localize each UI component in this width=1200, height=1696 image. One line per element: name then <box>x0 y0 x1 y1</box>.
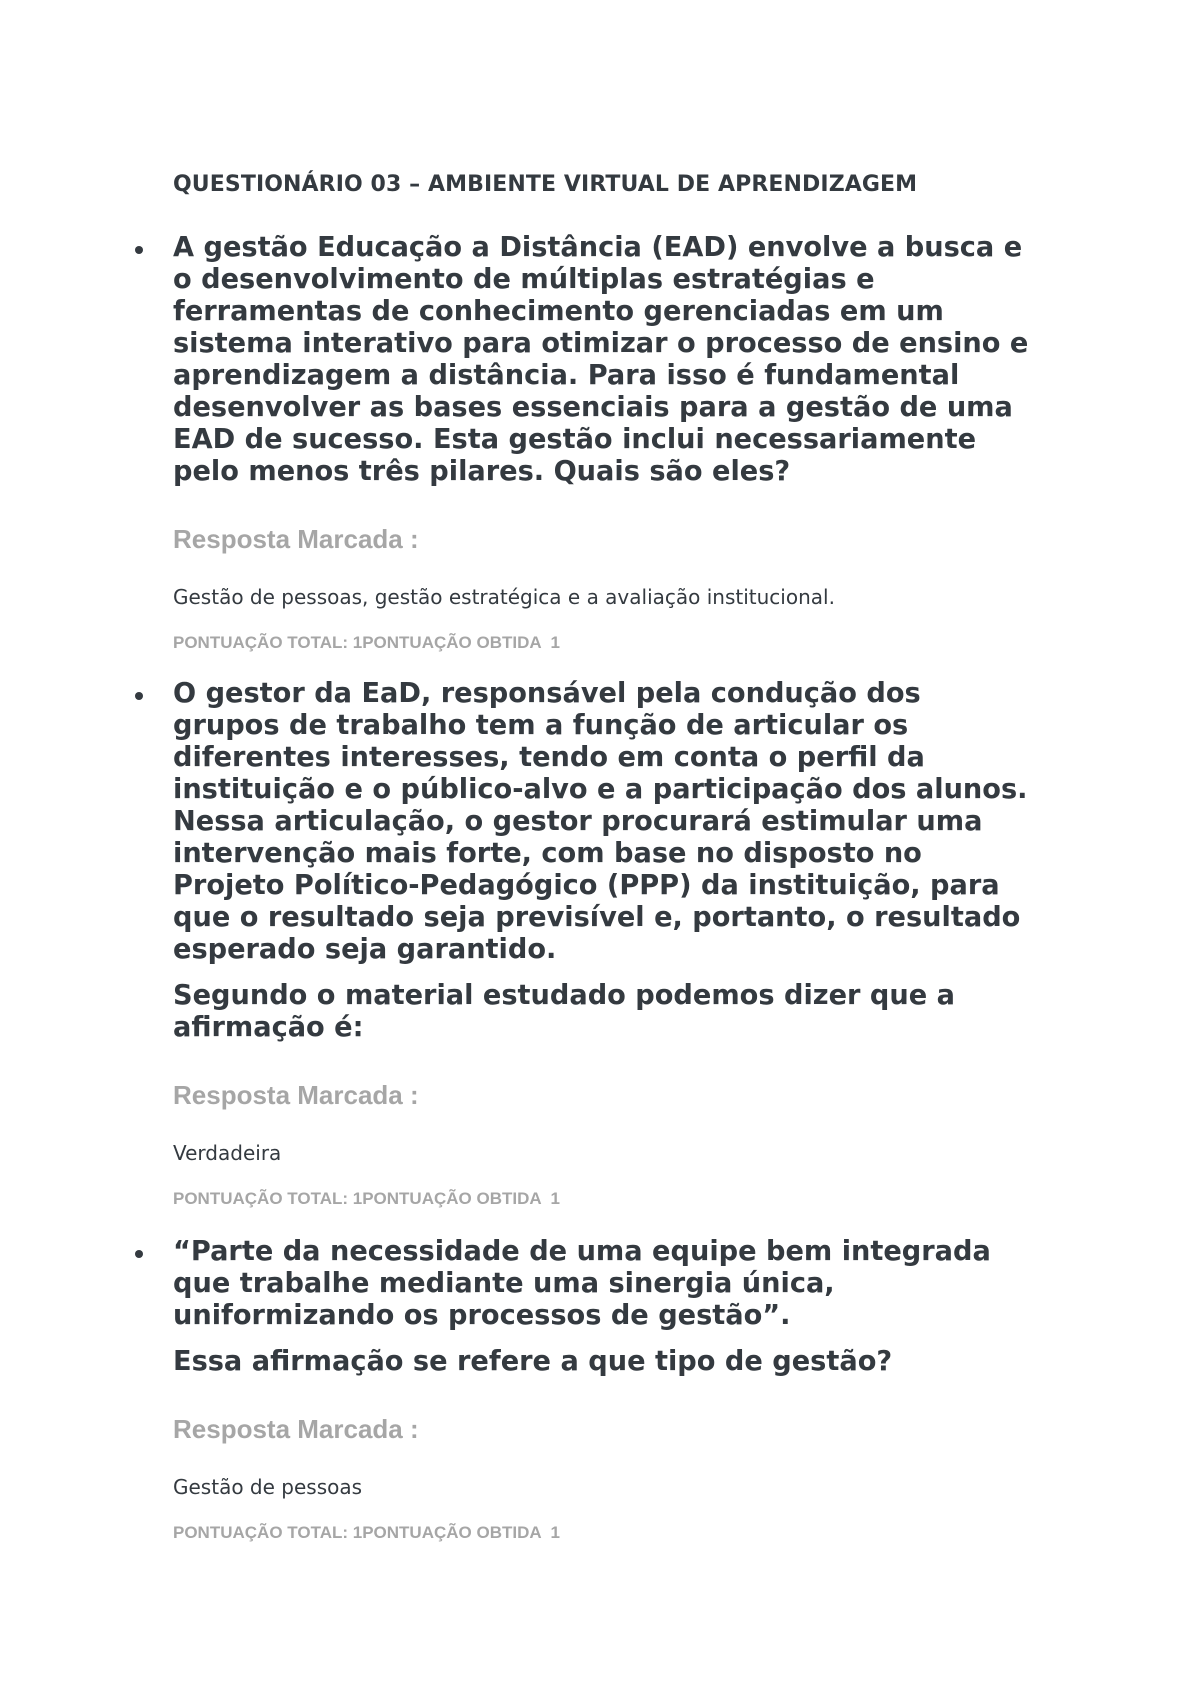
marked-answer: Gestão de pessoas <box>173 1475 363 1499</box>
document-title: QUESTIONÁRIO 03 – AMBIENTE VIRTUAL DE APRENDIZAGEM <box>173 172 918 197</box>
answer-label: Resposta Marcada : <box>173 1080 419 1110</box>
score-line: PONTUAÇÃO TOTAL: 1PONTUAÇÃO OBTIDA 1 <box>173 1189 560 1208</box>
bullet-icon <box>135 692 143 700</box>
bullet-icon <box>135 1250 143 1258</box>
question-1 <box>173 232 1073 653</box>
question-subtext: Essa afirmação se refere a que tipo de gestão? <box>173 1346 893 1377</box>
answer-label: Resposta Marcada : <box>173 524 419 554</box>
question-subtext: Segundo o material estudado podemos dizer que a afirmação é: <box>173 980 955 1043</box>
question-3 <box>173 1236 1073 1543</box>
marked-answer: Gestão de pessoas, gestão estratégica e a avaliação institucional. <box>173 585 835 609</box>
score-line: PONTUAÇÃO TOTAL: 1PONTUAÇÃO OBTIDA 1 <box>173 1523 560 1542</box>
answer-label: Resposta Marcada : <box>173 1414 419 1444</box>
question-2 <box>173 678 1073 1209</box>
question-text: A gestão Educação a Distância (EAD) envolve a busca e o desenvolvimento de múltiplas estratégias e ferramentas de conhecimento gerenciadas em um sistema interativo para otimizar o processo de ensino e aprendizagem a distância. Para isso é fundamental desenvolver as bases essenciais para a gestão de uma EAD de sucesso. Esta gestão inclui necessariamente pelo menos três pilares. Quais são eles? <box>173 232 1029 487</box>
bullet-icon <box>135 246 143 254</box>
marked-answer: Verdadeira <box>173 1141 282 1165</box>
question-text: “Parte da necessidade de uma equipe bem integrada que trabalhe mediante uma sinergia única, uniformizando os processos de gestão”. <box>173 1236 991 1331</box>
question-text: O gestor da EaD, responsável pela condução dos grupos de trabalho tem a função de articular os diferentes interesses, tendo em conta o perfil da instituição e o público-alvo e a participação dos alunos. Nessa articulação, o gestor procurará estimular uma intervenção mais forte, com base no disposto no Projeto Político-Pedagógico (PPP) da instituição, para que o resultado seja previsível e, portanto, o resultado esperado seja garantido. <box>173 678 1028 965</box>
score-line: PONTUAÇÃO TOTAL: 1PONTUAÇÃO OBTIDA 1 <box>173 633 560 652</box>
